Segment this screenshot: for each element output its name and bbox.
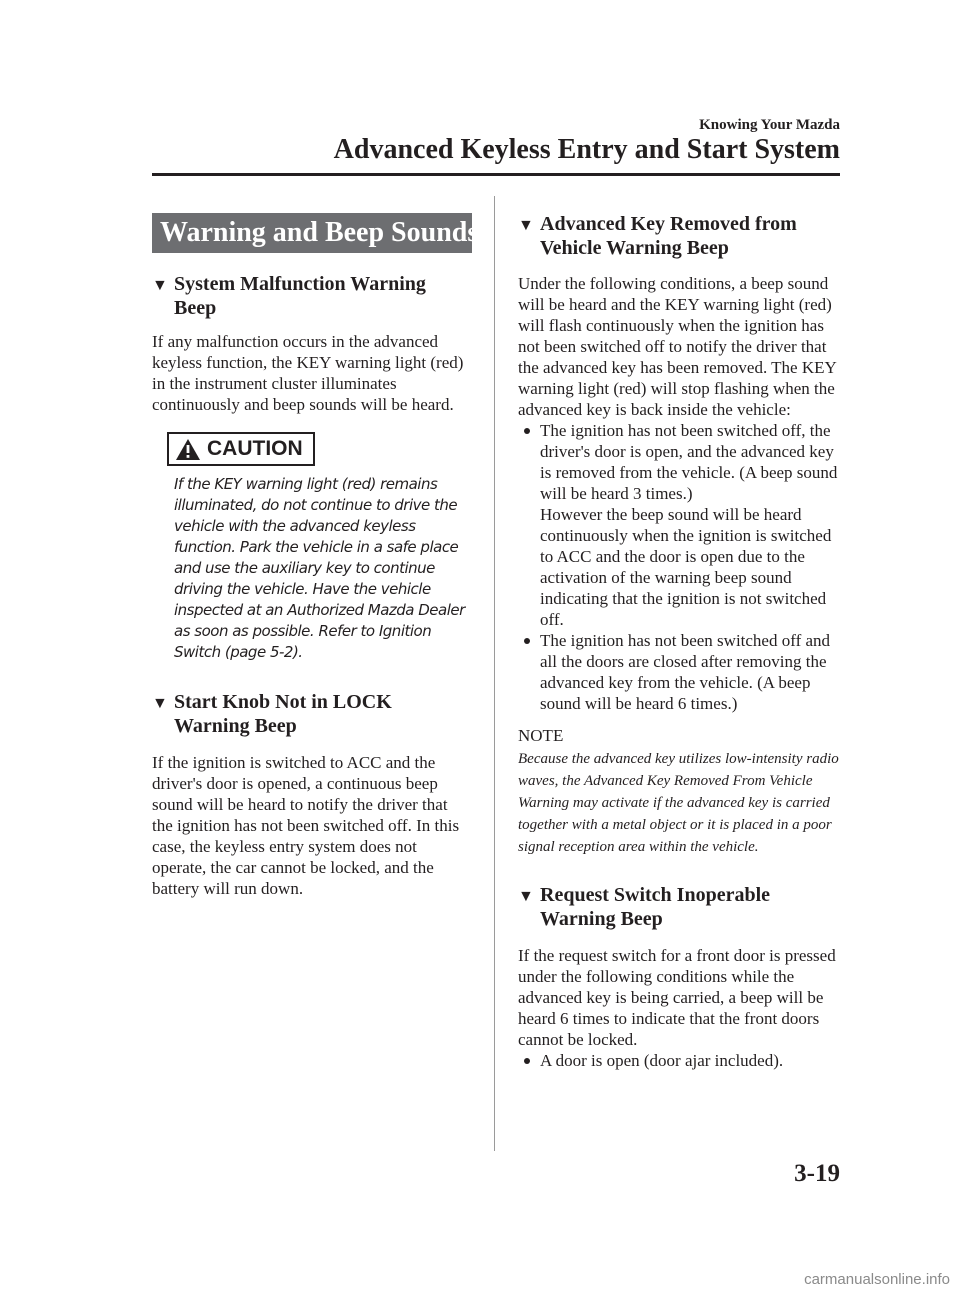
right-column [518, 213, 844, 1071]
page-header-title: Advanced Keyless Entry and Start System [333, 134, 840, 165]
subheading-start-knob: ▼ Start Knob Not in LOCK Warning Beep [152, 691, 392, 737]
section-title: Warning and Beep Sounds [152, 213, 472, 253]
caution-label: CAUTION [207, 437, 303, 460]
key-removed-body: Under the following conditions, a beep sound will be heard and the KEY warning light (red) will flash continuously when the ignition has not been switched off to notify the driver that the advanced key has been removed. The KEY warning light (red) will stop flashing when the advanced key is back inside the vehicle: [518, 274, 837, 419]
subheading-request-switch: ▼ Request Switch Inoperable Warning Beep [518, 884, 771, 930]
triangle-bullet-icon: ▼ [152, 277, 168, 294]
start-knob-body: If the ignition is switched to ACC and the driver's door is opened, a continuous beep sound will be heard to notify the driver that the ignition has not been switched off. In this case, the keyless entry system does not operate, the car cannot be locked, and the battery will run down. [152, 753, 460, 898]
bullet-dot-icon [524, 1058, 530, 1064]
list-item: The ignition has not been switched off, the driver's door is open, and the advanced key is removed from the vehicle. (A beep sound will be heard 3 times.) However the beep sound will be heard continuously when the ignition is switched to ACC and the door is open due to the activation of the warning beep sound indicating that the ignition is not switched off. [518, 420, 844, 630]
triangle-bullet-icon: ▼ [518, 217, 534, 234]
list-item: A door is open (door ajar included). [518, 1050, 844, 1071]
caution-block [152, 432, 472, 663]
left-column [152, 213, 479, 899]
subheading-malfunction: ▼ System Malfunction Warning Beep [152, 273, 426, 319]
note-text: Because the advanced key utilizes low-intensity radio waves, the Advanced Key Removed From Vehicle Warning may activate if the advanced key is carried together with a metal object or it is placed in a poor signal reception area within the vehicle. [518, 751, 839, 855]
malfunction-body: If any malfunction occurs in the advanced keyless function, the KEY warning light (red) in the instrument cluster illuminates continuously and beep sounds will be heard. [152, 332, 464, 414]
request-switch-body: If the request switch for a front door is pressed under the following conditions while the advanced key is being carried, a beep will be heard 6 times to indicate that the front doors cannot be locked. [518, 946, 836, 1049]
bullet-dot-icon [524, 638, 530, 644]
warning-triangle-icon [175, 438, 201, 461]
triangle-bullet-icon: ▼ [518, 888, 534, 905]
request-switch-conditions [518, 1050, 844, 1071]
triangle-bullet-icon: ▼ [152, 695, 168, 712]
column-divider [494, 196, 495, 1151]
header-divider [152, 173, 840, 176]
caution-badge [167, 432, 315, 466]
watermark: carmanualsonline.info [804, 1271, 950, 1288]
list-item-extra: However the beep sound will be heard continuously when the ignition is switched to ACC and the door is open due to the activation of the warning beep sound indicating that the ignition is not switched off. [540, 505, 832, 629]
list-item: The ignition has not been switched off and all the doors are closed after removing the advanced key from the vehicle. (A beep sound will be heard 6 times.) [518, 630, 844, 714]
note-label: NOTE [518, 726, 564, 745]
caution-text: If the KEY warning light (red) remains illuminated, do not continue to drive the vehicle with the advanced keyless function. Park the vehicle in a safe place and use the auxiliary key to continue driving the vehicle. Have the vehicle inspected at an Authorized Mazda Dealer as soon as possible. Refer to Ignition Switch (page 5-2). [174, 475, 465, 661]
bullet-dot-icon [524, 428, 530, 434]
subheading-key-removed: ▼ Advanced Key Removed from Vehicle Warning Beep [518, 213, 797, 259]
key-removed-conditions [518, 420, 844, 714]
page-number: 3-19 [794, 1160, 840, 1187]
chapter-label: Knowing Your Mazda [699, 117, 840, 133]
